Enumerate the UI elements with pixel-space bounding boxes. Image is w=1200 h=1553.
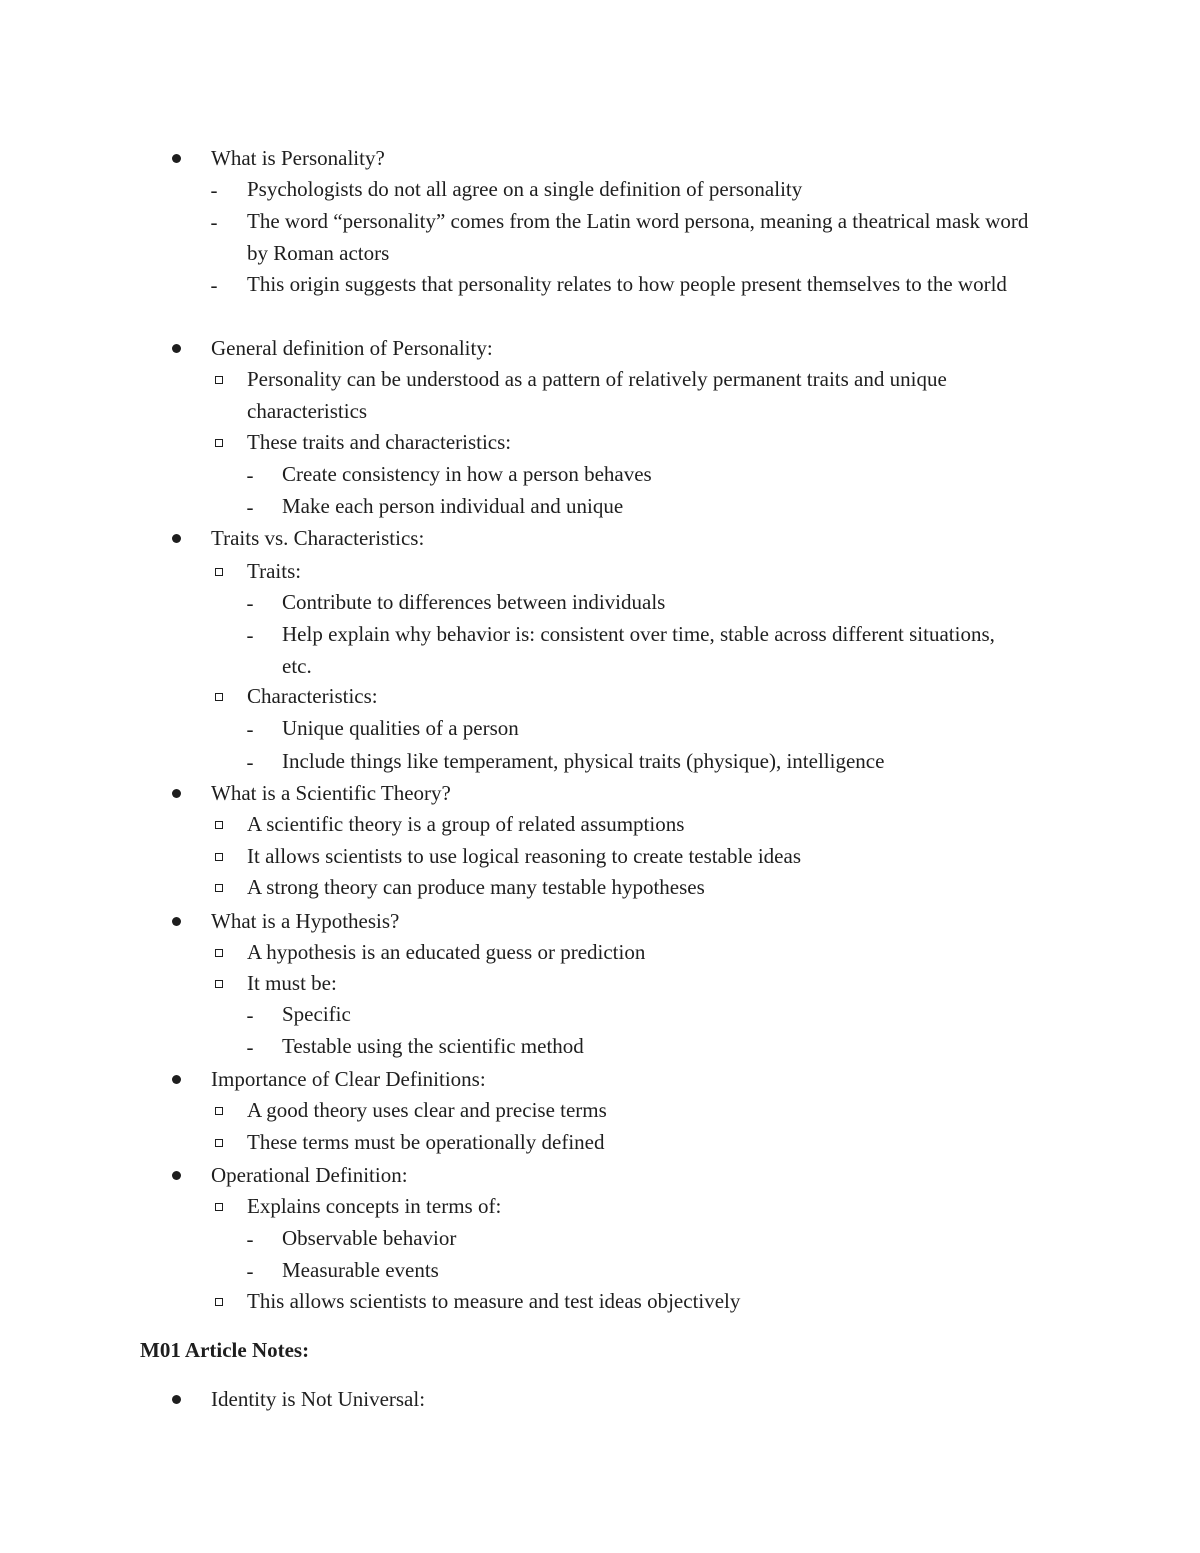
list-item-text: Measurable events bbox=[282, 1258, 439, 1282]
bullet-dot-icon bbox=[172, 344, 181, 353]
list-item-text: Contribute to differences between individuals bbox=[282, 590, 666, 614]
bullet-square-icon bbox=[215, 821, 223, 829]
bullet-square-icon bbox=[215, 1298, 223, 1306]
list-item bbox=[0, 809, 1200, 839]
list-item-text: A hypothesis is an educated guess or prediction bbox=[247, 940, 646, 964]
bullet-dot-icon bbox=[172, 1395, 181, 1404]
section-heading: M01 Article Notes: bbox=[140, 1338, 310, 1362]
bullet-dash-icon: - bbox=[210, 273, 218, 297]
list-item bbox=[0, 906, 1200, 936]
list-item bbox=[0, 1031, 1200, 1061]
list-item-text: This origin suggests that personality relates to how people present themselves to the world bbox=[247, 272, 1007, 296]
list-item bbox=[0, 269, 1200, 299]
bullet-dash-icon: - bbox=[246, 750, 254, 774]
bullet-square-icon bbox=[215, 439, 223, 447]
bullet-dash-icon: - bbox=[246, 1003, 254, 1027]
list-item-text: A scientific theory is a group of related assumptions bbox=[247, 812, 685, 836]
bullet-dash-icon: - bbox=[246, 1035, 254, 1059]
list-item-text: Personality can be understood as a pattern of relatively permanent traits and unique characteristics bbox=[247, 367, 947, 423]
list-item bbox=[0, 1286, 1200, 1316]
bullet-square-icon bbox=[215, 1203, 223, 1211]
list-item-text: Operational Definition: bbox=[211, 1163, 408, 1187]
list-item bbox=[0, 1127, 1200, 1157]
list-item bbox=[0, 587, 1200, 617]
list-item bbox=[0, 1095, 1200, 1125]
bullet-square-icon bbox=[215, 853, 223, 861]
list-item-text: It allows scientists to use logical reasoning to create testable ideas bbox=[247, 844, 801, 868]
bullet-dot-icon bbox=[172, 1075, 181, 1084]
list-item-text: Characteristics: bbox=[247, 684, 378, 708]
bullet-square-icon bbox=[215, 1139, 223, 1147]
bullet-dash-icon: - bbox=[246, 623, 254, 647]
list-item-text: Observable behavior bbox=[282, 1226, 457, 1250]
list-item-text: What is a Hypothesis? bbox=[211, 909, 400, 933]
list-item bbox=[0, 1064, 1200, 1094]
list-item-text: Make each person individual and unique bbox=[282, 494, 624, 518]
list-item bbox=[0, 364, 1200, 423]
list-item-text: Testable using the scientific method bbox=[282, 1034, 584, 1058]
list-item bbox=[0, 937, 1200, 967]
list-item-text: It must be: bbox=[247, 971, 337, 995]
list-item bbox=[0, 713, 1200, 743]
bullet-dot-icon bbox=[172, 154, 181, 163]
list-item bbox=[0, 968, 1200, 998]
bullet-dot-icon bbox=[172, 789, 181, 798]
list-item bbox=[0, 1160, 1200, 1190]
list-item-text: These terms must be operationally defined bbox=[247, 1130, 605, 1154]
list-item-text: Identity is Not Universal: bbox=[211, 1387, 426, 1411]
bullet-square-icon bbox=[215, 949, 223, 957]
list-item-text: Create consistency in how a person behaves bbox=[282, 462, 652, 486]
list-item bbox=[0, 1384, 1200, 1414]
bullet-dash-icon: - bbox=[246, 1227, 254, 1251]
bullet-square-icon bbox=[215, 980, 223, 988]
bullet-dash-icon: - bbox=[246, 463, 254, 487]
list-item bbox=[0, 1223, 1200, 1253]
list-item bbox=[0, 999, 1200, 1029]
list-item-text: What is Personality? bbox=[211, 146, 385, 170]
bullet-dash-icon: - bbox=[210, 210, 218, 234]
list-item-text: A strong theory can produce many testable hypotheses bbox=[247, 875, 705, 899]
list-item bbox=[0, 174, 1200, 204]
list-item-text: Specific bbox=[282, 1002, 351, 1026]
list-item bbox=[0, 523, 1200, 553]
bullet-dot-icon bbox=[172, 917, 181, 926]
list-item-text: This allows scientists to measure and test ideas objectively bbox=[247, 1289, 741, 1313]
list-item-text: These traits and characteristics: bbox=[247, 430, 512, 454]
list-item bbox=[0, 619, 1200, 678]
list-item bbox=[0, 778, 1200, 808]
list-item-text: Importance of Clear Definitions: bbox=[211, 1067, 486, 1091]
bullet-dash-icon: - bbox=[246, 1259, 254, 1283]
list-item bbox=[0, 1255, 1200, 1285]
bullet-dash-icon: - bbox=[246, 495, 254, 519]
bullet-square-icon bbox=[215, 1107, 223, 1115]
bullet-dot-icon bbox=[172, 1171, 181, 1180]
list-item-text: Help explain why behavior is: consistent over time, stable across different situations, etc. bbox=[282, 622, 995, 678]
bullet-square-icon bbox=[215, 568, 223, 576]
bullet-square-icon bbox=[215, 884, 223, 892]
bullet-dash-icon: - bbox=[246, 717, 254, 741]
list-item-text: The word “personality” comes from the Latin word persona, meaning a theatrical mask word by Roman actors bbox=[247, 209, 1029, 265]
list-item bbox=[0, 333, 1200, 363]
list-item bbox=[0, 427, 1200, 457]
list-item bbox=[0, 841, 1200, 871]
list-item-text: What is a Scientific Theory? bbox=[211, 781, 451, 805]
list-item bbox=[0, 556, 1200, 586]
list-item-text: Explains concepts in terms of: bbox=[247, 1194, 502, 1218]
list-item-text: Include things like temperament, physical traits (physique), intelligence bbox=[282, 749, 885, 773]
list-item bbox=[0, 491, 1200, 521]
bullet-dot-icon bbox=[172, 534, 181, 543]
list-item-text: Traits vs. Characteristics: bbox=[211, 526, 425, 550]
list-item bbox=[0, 206, 1200, 265]
list-item-text: Unique qualities of a person bbox=[282, 716, 519, 740]
list-item-text: General definition of Personality: bbox=[211, 336, 493, 360]
list-item bbox=[0, 143, 1200, 173]
list-item bbox=[0, 1191, 1200, 1221]
list-item bbox=[0, 681, 1200, 711]
bullet-square-icon bbox=[215, 376, 223, 384]
bullet-dash-icon: - bbox=[210, 178, 218, 202]
bullet-square-icon bbox=[215, 693, 223, 701]
list-item bbox=[0, 872, 1200, 902]
bullet-dash-icon: - bbox=[246, 591, 254, 615]
list-item-text: Psychologists do not all agree on a single definition of personality bbox=[247, 177, 803, 201]
list-item bbox=[0, 746, 1200, 776]
list-item-text: A good theory uses clear and precise terms bbox=[247, 1098, 607, 1122]
list-item-text: Traits: bbox=[247, 559, 302, 583]
list-item bbox=[0, 459, 1200, 489]
